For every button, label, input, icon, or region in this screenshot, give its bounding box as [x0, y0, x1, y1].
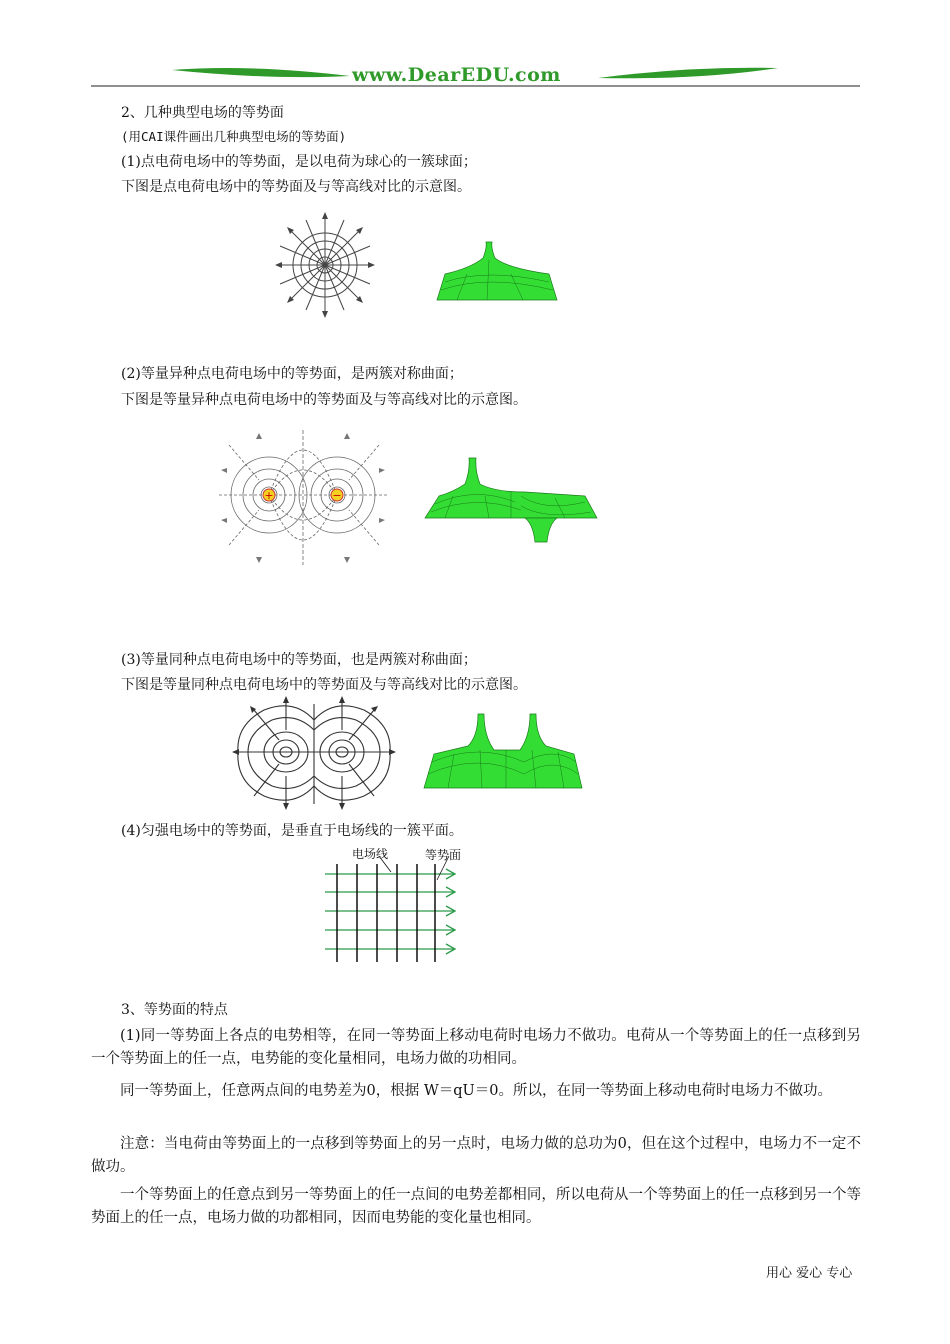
figure-opposite-charges-surface: [425, 456, 605, 546]
item3-text: (3)等量同种点电荷电场中的等势面，也是两簇对称曲面；: [121, 652, 477, 668]
label-equipotential: 等势面: [425, 848, 462, 862]
item1-caption: 下图是点电荷电场中的等势面及与等高线对比的示意图。: [121, 179, 471, 195]
item2-caption: 下图是等量异种点电荷电场中的等势面及与等高线对比的示意图。: [121, 392, 527, 408]
label-field-line: 电场线: [352, 847, 389, 861]
figure-uniform-field: [325, 858, 465, 963]
item2-text: (2)等量异种点电荷电场中的等势面，是两簇对称曲面；: [121, 366, 463, 382]
figure-point-charge: [277, 208, 377, 318]
section3-paragraph-2: 同一等势面上，任意两点间的电势差为0，根据 W＝qU＝0。所以，在同一等势面上移动电荷时电场力不做功。: [120, 1083, 832, 1099]
item1-text: (1)点电荷电场中的等势面，是以电荷为球心的一簇球面；: [121, 154, 477, 170]
section3-paragraph-4: 一个等势面上的任意点到另一等势面上的任一点间的电势差都相同，所以电荷从一个等势面上的任一点移到另一个等势面上的任一点，电场力做的功都相同，因而电势能的变化量也相同。: [91, 1187, 861, 1226]
figure-like-charges: [234, 700, 394, 810]
section3-paragraph-1: (1)同一等势面上各点的电势相等，在同一等势面上移动电荷时电场力不做功。电荷从一个等势面上的任一点移到另一个等势面上的任一点，电势能的变化量相同，电场力做的功相同。: [91, 1028, 861, 1067]
charge-minus-label: −: [332, 489, 342, 502]
figure-like-charges-surface: [424, 712, 584, 792]
section3-title: 3、等势面的特点: [121, 1002, 228, 1018]
charge-plus-label: +: [264, 489, 274, 502]
figure-opposite-charges: [219, 425, 419, 570]
section2-note: (用CAI课件画出几种典型电场的等势面): [121, 129, 347, 144]
footer-motto: 用心 爱心 专心: [766, 1266, 853, 1281]
item3-caption: 下图是等量同种点电荷电场中的等势面及与等高线对比的示意图。: [121, 677, 527, 693]
figure-point-charge-surface: [437, 238, 557, 308]
section3-paragraph-3: 注意：当电荷由等势面上的一点移到等势面上的另一点时，电场力做的总功为0，但在这个过程中，电场力不一定不做功。: [91, 1136, 861, 1175]
section2-title: 2、几种典型电场的等势面: [121, 105, 284, 121]
header-logo-text: www.DearEDU.com: [352, 64, 561, 86]
item4-text: (4)匀强电场中的等势面，是垂直于电场线的一簇平面。: [121, 823, 463, 839]
